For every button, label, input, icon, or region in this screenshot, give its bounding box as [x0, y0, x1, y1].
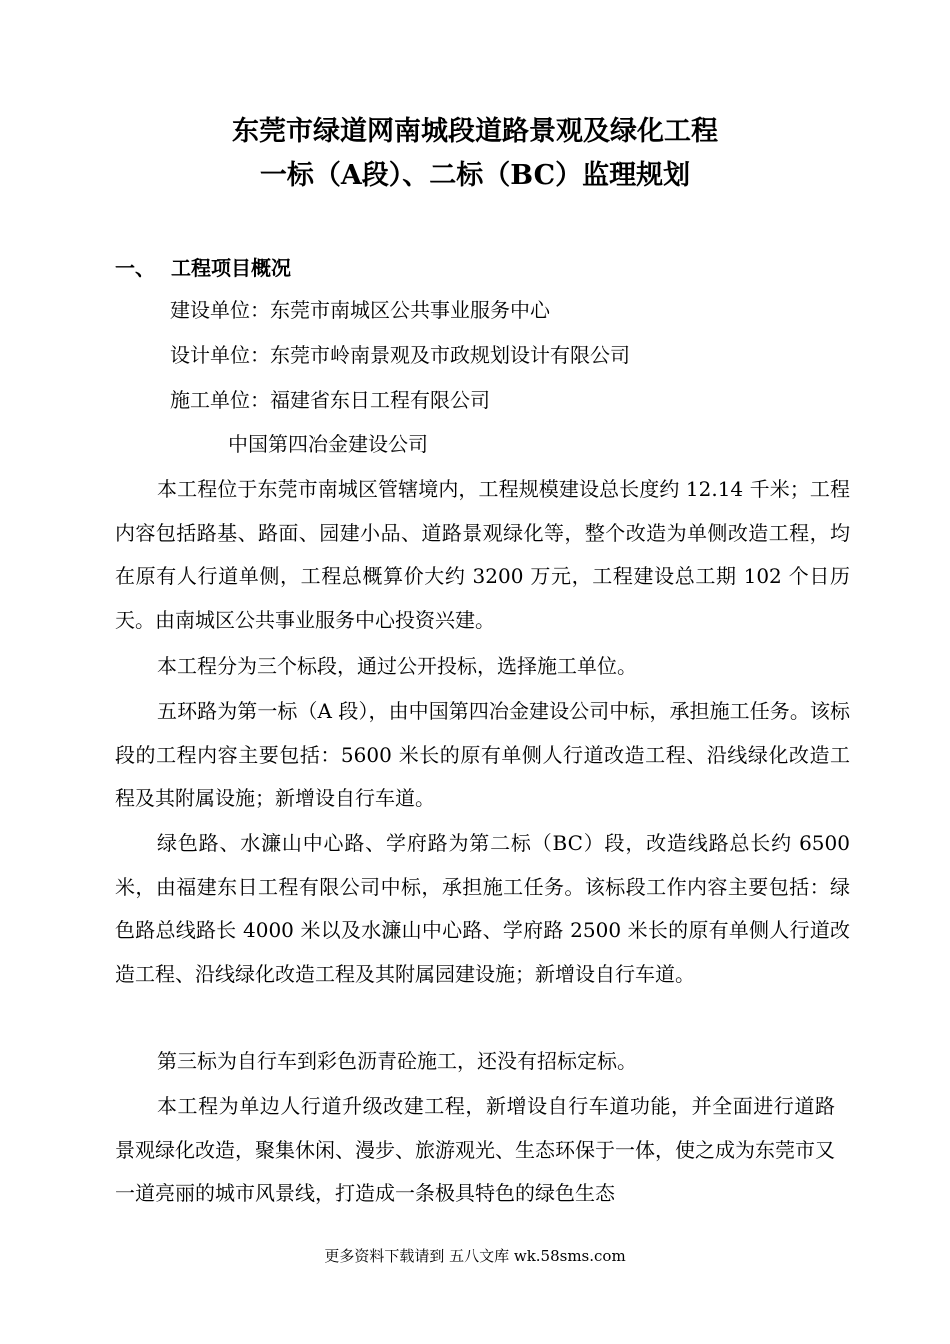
section-heading-project-overview: [115, 252, 291, 284]
section-number: 一、: [115, 256, 155, 280]
paragraph-section-three: 第三标为自行车到彩色沥青砼施工，还没有招标定标。: [157, 1049, 637, 1073]
contractor-unit-second: 中国第四冶金建设公司: [228, 432, 428, 456]
document-title-line-1: 东莞市绿道网南城段道路景观及绿化工程: [232, 116, 718, 147]
paragraph-bid-sections: 本工程分为三个标段，通过公开投标，选择施工单位。: [157, 654, 637, 678]
document-title-line-2: 一标（A段）、二标（BC）监理规划: [259, 160, 691, 191]
contractor-unit: 施工单位：福建省东日工程有限公司: [170, 388, 490, 412]
builder-unit: 建设单位：东莞市南城区公共事业服务中心: [170, 298, 550, 322]
paragraph-section-a: 五环路为第一标（A 段），由中国第四冶金建设公司中标，承担施工任务。该标段的工程内容主要包括：5600 米长的原有单侧人行道改造工程、沿线绿化改造工程及其附属设施；新增设自行车道。: [115, 699, 850, 810]
paragraph-project-goal: 本工程为单边人行道升级改建工程，新增设自行车道功能，并全面进行道路景观绿化改造，聚集休闲、漫步、旅游观光、生态环保于一体，使之成为东莞市又一道亮丽的城市风景线，打造成一条极具特色的绿色生态: [115, 1094, 835, 1205]
footer-download-note: 更多资料下载请到 五八文库 wk.58sms.com: [324, 1247, 626, 1265]
section-title: 工程项目概况: [171, 256, 291, 280]
designer-unit: 设计单位：东莞市岭南景观及市政规划设计有限公司: [170, 343, 630, 367]
paragraph-project-location: 本工程位于东莞市南城区管辖境内，工程规模建设总长度约 12.14 千米；工程内容包括路基、路面、园建小品、道路景观绿化等，整个改造为单侧改造工程，均在原有人行道单侧，工程总概算价大约 3200 万元，工程建设总工期 102 个日历天。由南城区公共事业服务中心投资兴建。: [115, 477, 850, 632]
paragraph-section-bc: 绿色路、水濂山中心路、学府路为第二标（BC）段，改造线路总长约 6500 米，由福建东日工程有限公司中标，承担施工任务。该标段工作内容主要包括：绿色路总线路长 4000 米以及水濂山中心路、学府路 2500 米长的原有单侧人行道改造工程、沿线绿化改造工程及其附属园建设施；新增设自行车道。: [115, 831, 850, 986]
